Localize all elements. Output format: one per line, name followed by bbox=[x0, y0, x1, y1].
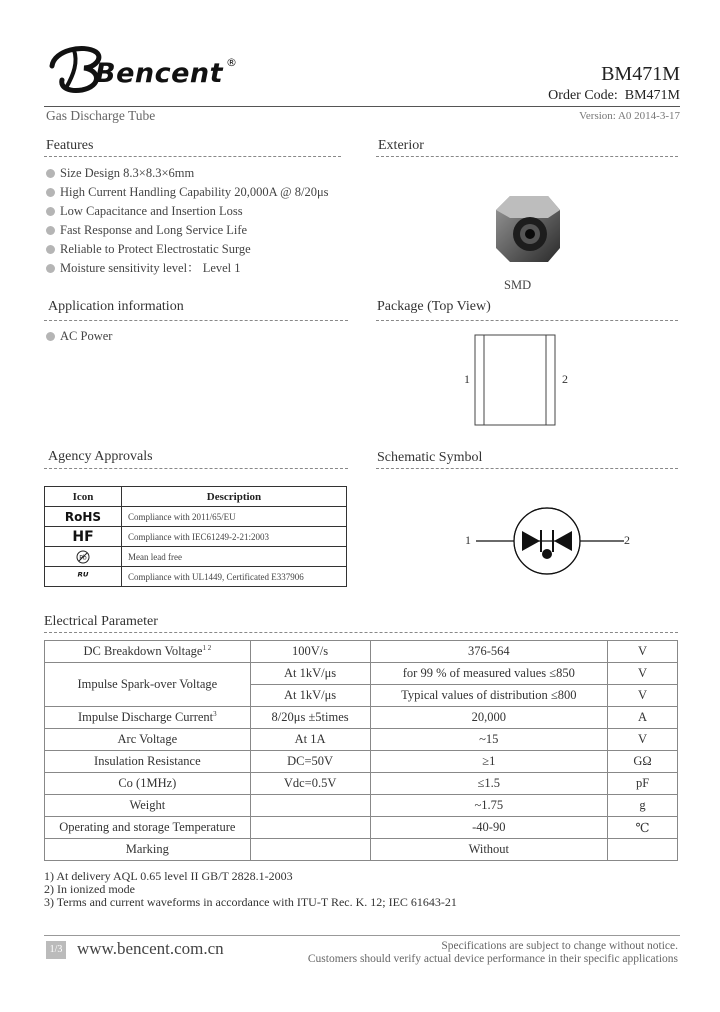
condition-cell: 8/20μs ±5times bbox=[250, 707, 370, 729]
unit-cell: V bbox=[608, 663, 678, 685]
footnotes bbox=[44, 870, 457, 909]
header-divider bbox=[44, 106, 680, 107]
application-title: Application information bbox=[48, 299, 184, 314]
disclaimer-line-1: Specifications are subject to change without notice. bbox=[441, 940, 678, 952]
description-column-header: Description bbox=[122, 487, 347, 507]
table-row bbox=[45, 817, 678, 839]
param-cell: Insulation Resistance bbox=[45, 751, 251, 773]
table-row bbox=[45, 527, 347, 547]
unit-cell: ℃ bbox=[608, 817, 678, 839]
value-cell: ~1.75 bbox=[370, 795, 608, 817]
param-cell: Impulse Discharge Current$^3$ bbox=[45, 707, 251, 729]
electrical-title: Electrical Parameter bbox=[44, 614, 158, 629]
bullet-icon bbox=[46, 226, 55, 235]
table-row bbox=[45, 507, 347, 527]
electrical-table bbox=[44, 640, 678, 861]
condition-cell: 100V/s bbox=[250, 641, 370, 663]
param-cell: Co (1MHz) bbox=[45, 773, 251, 795]
package-pin-1: 1 bbox=[464, 372, 470, 386]
disclaimer-line-2: Customers should verify actual device performance in their specific applications bbox=[307, 953, 678, 965]
schematic-pin-2: 2 bbox=[624, 533, 630, 547]
unit-cell: GΩ bbox=[608, 751, 678, 773]
list-item: Size Design 8.3×8.3×6mm bbox=[46, 164, 329, 183]
order-code bbox=[548, 88, 680, 104]
features-title: Features bbox=[46, 138, 94, 153]
agency-divider bbox=[44, 468, 348, 469]
bullet-icon bbox=[46, 188, 55, 197]
condition-cell: At 1kV/μs bbox=[250, 685, 370, 707]
value-cell: 376-564 bbox=[370, 641, 608, 663]
package-outline-diagram bbox=[474, 334, 556, 426]
features-list bbox=[46, 164, 329, 278]
condition-cell bbox=[250, 817, 370, 839]
ul-icon: ᴿᵁ bbox=[45, 567, 122, 587]
value-cell: Without bbox=[370, 839, 608, 861]
value-cell: ~15 bbox=[370, 729, 608, 751]
table-row bbox=[45, 547, 347, 567]
exterior-title: Exterior bbox=[378, 138, 424, 153]
param-cell: Operating and storage Temperature bbox=[45, 817, 251, 839]
param-cell: Arc Voltage bbox=[45, 729, 251, 751]
agency-table bbox=[44, 486, 347, 587]
list-item: AC Power bbox=[46, 327, 112, 346]
condition-cell: Vdc=0.5V bbox=[250, 773, 370, 795]
table-row bbox=[45, 795, 678, 817]
list-item: High Current Handling Capability 20,000A @ 8/20μs bbox=[46, 183, 329, 202]
table-header-row bbox=[45, 487, 347, 507]
table-row bbox=[45, 663, 678, 685]
unit-cell: V bbox=[608, 685, 678, 707]
bullet-icon bbox=[46, 332, 55, 341]
order-code-value: BM471M bbox=[624, 88, 680, 103]
table-row bbox=[45, 707, 678, 729]
halogen-free-icon: HF bbox=[45, 527, 122, 547]
product-type: Gas Discharge Tube bbox=[46, 108, 156, 123]
param-cell: Marking bbox=[45, 839, 251, 861]
version-info: Version: A0 2014-3-17 bbox=[579, 110, 680, 122]
package-divider bbox=[376, 320, 678, 321]
application-list bbox=[46, 327, 112, 346]
table-row bbox=[45, 773, 678, 795]
footnote: 3) Terms and current waveforms in accordance with ITU-T Rec. K. 12; IEC 61643-21 bbox=[44, 895, 457, 909]
icon-column-header: Icon bbox=[45, 487, 122, 507]
features-divider bbox=[44, 156, 341, 157]
table-row bbox=[45, 751, 678, 773]
list-item: Low Capacitance and Insertion Loss bbox=[46, 202, 329, 221]
exterior-caption: SMD bbox=[504, 278, 532, 292]
unit-cell: A bbox=[608, 707, 678, 729]
lead-free-description: Mean lead free bbox=[122, 547, 347, 567]
table-row bbox=[45, 641, 678, 663]
value-cell: ≤1.5 bbox=[370, 773, 608, 795]
param-cell: Weight bbox=[45, 795, 251, 817]
list-item: Reliable to Protect Electrostatic Surge bbox=[46, 240, 329, 259]
table-row bbox=[45, 729, 678, 751]
param-cell: Impulse Spark-over Voltage bbox=[45, 663, 251, 707]
rohs-icon: RoHS bbox=[45, 507, 122, 527]
bullet-icon bbox=[46, 264, 55, 273]
footer-divider bbox=[44, 935, 680, 936]
bullet-icon bbox=[46, 207, 55, 216]
package-title: Package (Top View) bbox=[377, 299, 491, 314]
value-cell: ≥1 bbox=[370, 751, 608, 773]
table-row bbox=[45, 567, 347, 587]
value-cell: 20,000 bbox=[370, 707, 608, 729]
condition-cell: At 1kV/μs bbox=[250, 663, 370, 685]
page-number: 1/3 bbox=[46, 941, 66, 959]
unit-cell: V bbox=[608, 641, 678, 663]
package-pin-2: 2 bbox=[562, 372, 568, 386]
condition-cell: At 1A bbox=[250, 729, 370, 751]
website-link[interactable]: www.bencent.com.cn bbox=[77, 939, 224, 958]
value-cell: for 99 % of measured values ≤850 bbox=[370, 663, 608, 685]
electrical-divider bbox=[44, 632, 678, 633]
value-cell: -40-90 bbox=[370, 817, 608, 839]
condition-cell bbox=[250, 795, 370, 817]
condition-cell bbox=[250, 839, 370, 861]
model-number: BM471M bbox=[601, 63, 680, 85]
order-code-label: Order Code: bbox=[548, 88, 618, 103]
footnote: 2) In ionized mode bbox=[44, 882, 135, 896]
schematic-divider bbox=[376, 468, 678, 469]
rohs-description: Compliance with 2011/65/EU bbox=[122, 507, 347, 527]
halogen-free-description: Compliance with IEC61249-2-21:2003 bbox=[122, 527, 347, 547]
schematic-title: Schematic Symbol bbox=[377, 450, 483, 465]
agency-title: Agency Approvals bbox=[48, 449, 153, 464]
list-item: Moisture sensitivity level： Level 1 bbox=[46, 259, 329, 278]
unit-cell: g bbox=[608, 795, 678, 817]
param-cell: DC Breakdown Voltage$^{1 2}$ bbox=[45, 641, 251, 663]
exterior-divider bbox=[376, 156, 678, 157]
unit-cell: pF bbox=[608, 773, 678, 795]
smd-component-image bbox=[486, 188, 568, 270]
lead-free-icon bbox=[45, 547, 122, 567]
table-row bbox=[45, 839, 678, 861]
registered-mark: ® bbox=[226, 56, 237, 69]
bullet-icon bbox=[46, 245, 55, 254]
list-item: Fast Response and Long Service Life bbox=[46, 221, 329, 240]
unit-cell: V bbox=[608, 729, 678, 751]
brand-name: Bencent bbox=[95, 58, 224, 89]
svg-text:Pb: Pb bbox=[79, 554, 87, 561]
footnote: 1) At delivery AQL 0.65 level II GB/T 2828.1-2003 bbox=[44, 869, 293, 883]
application-divider bbox=[44, 320, 348, 321]
unit-cell bbox=[608, 839, 678, 861]
ul-description: Compliance with UL1449, Certificated E337906 bbox=[122, 567, 347, 587]
gas-discharge-tube-symbol-icon bbox=[470, 496, 630, 586]
condition-cell: DC=50V bbox=[250, 751, 370, 773]
bullet-icon bbox=[46, 169, 55, 178]
value-cell: Typical values of distribution ≤800 bbox=[370, 685, 608, 707]
schematic-pin-1: 1 bbox=[465, 533, 471, 547]
